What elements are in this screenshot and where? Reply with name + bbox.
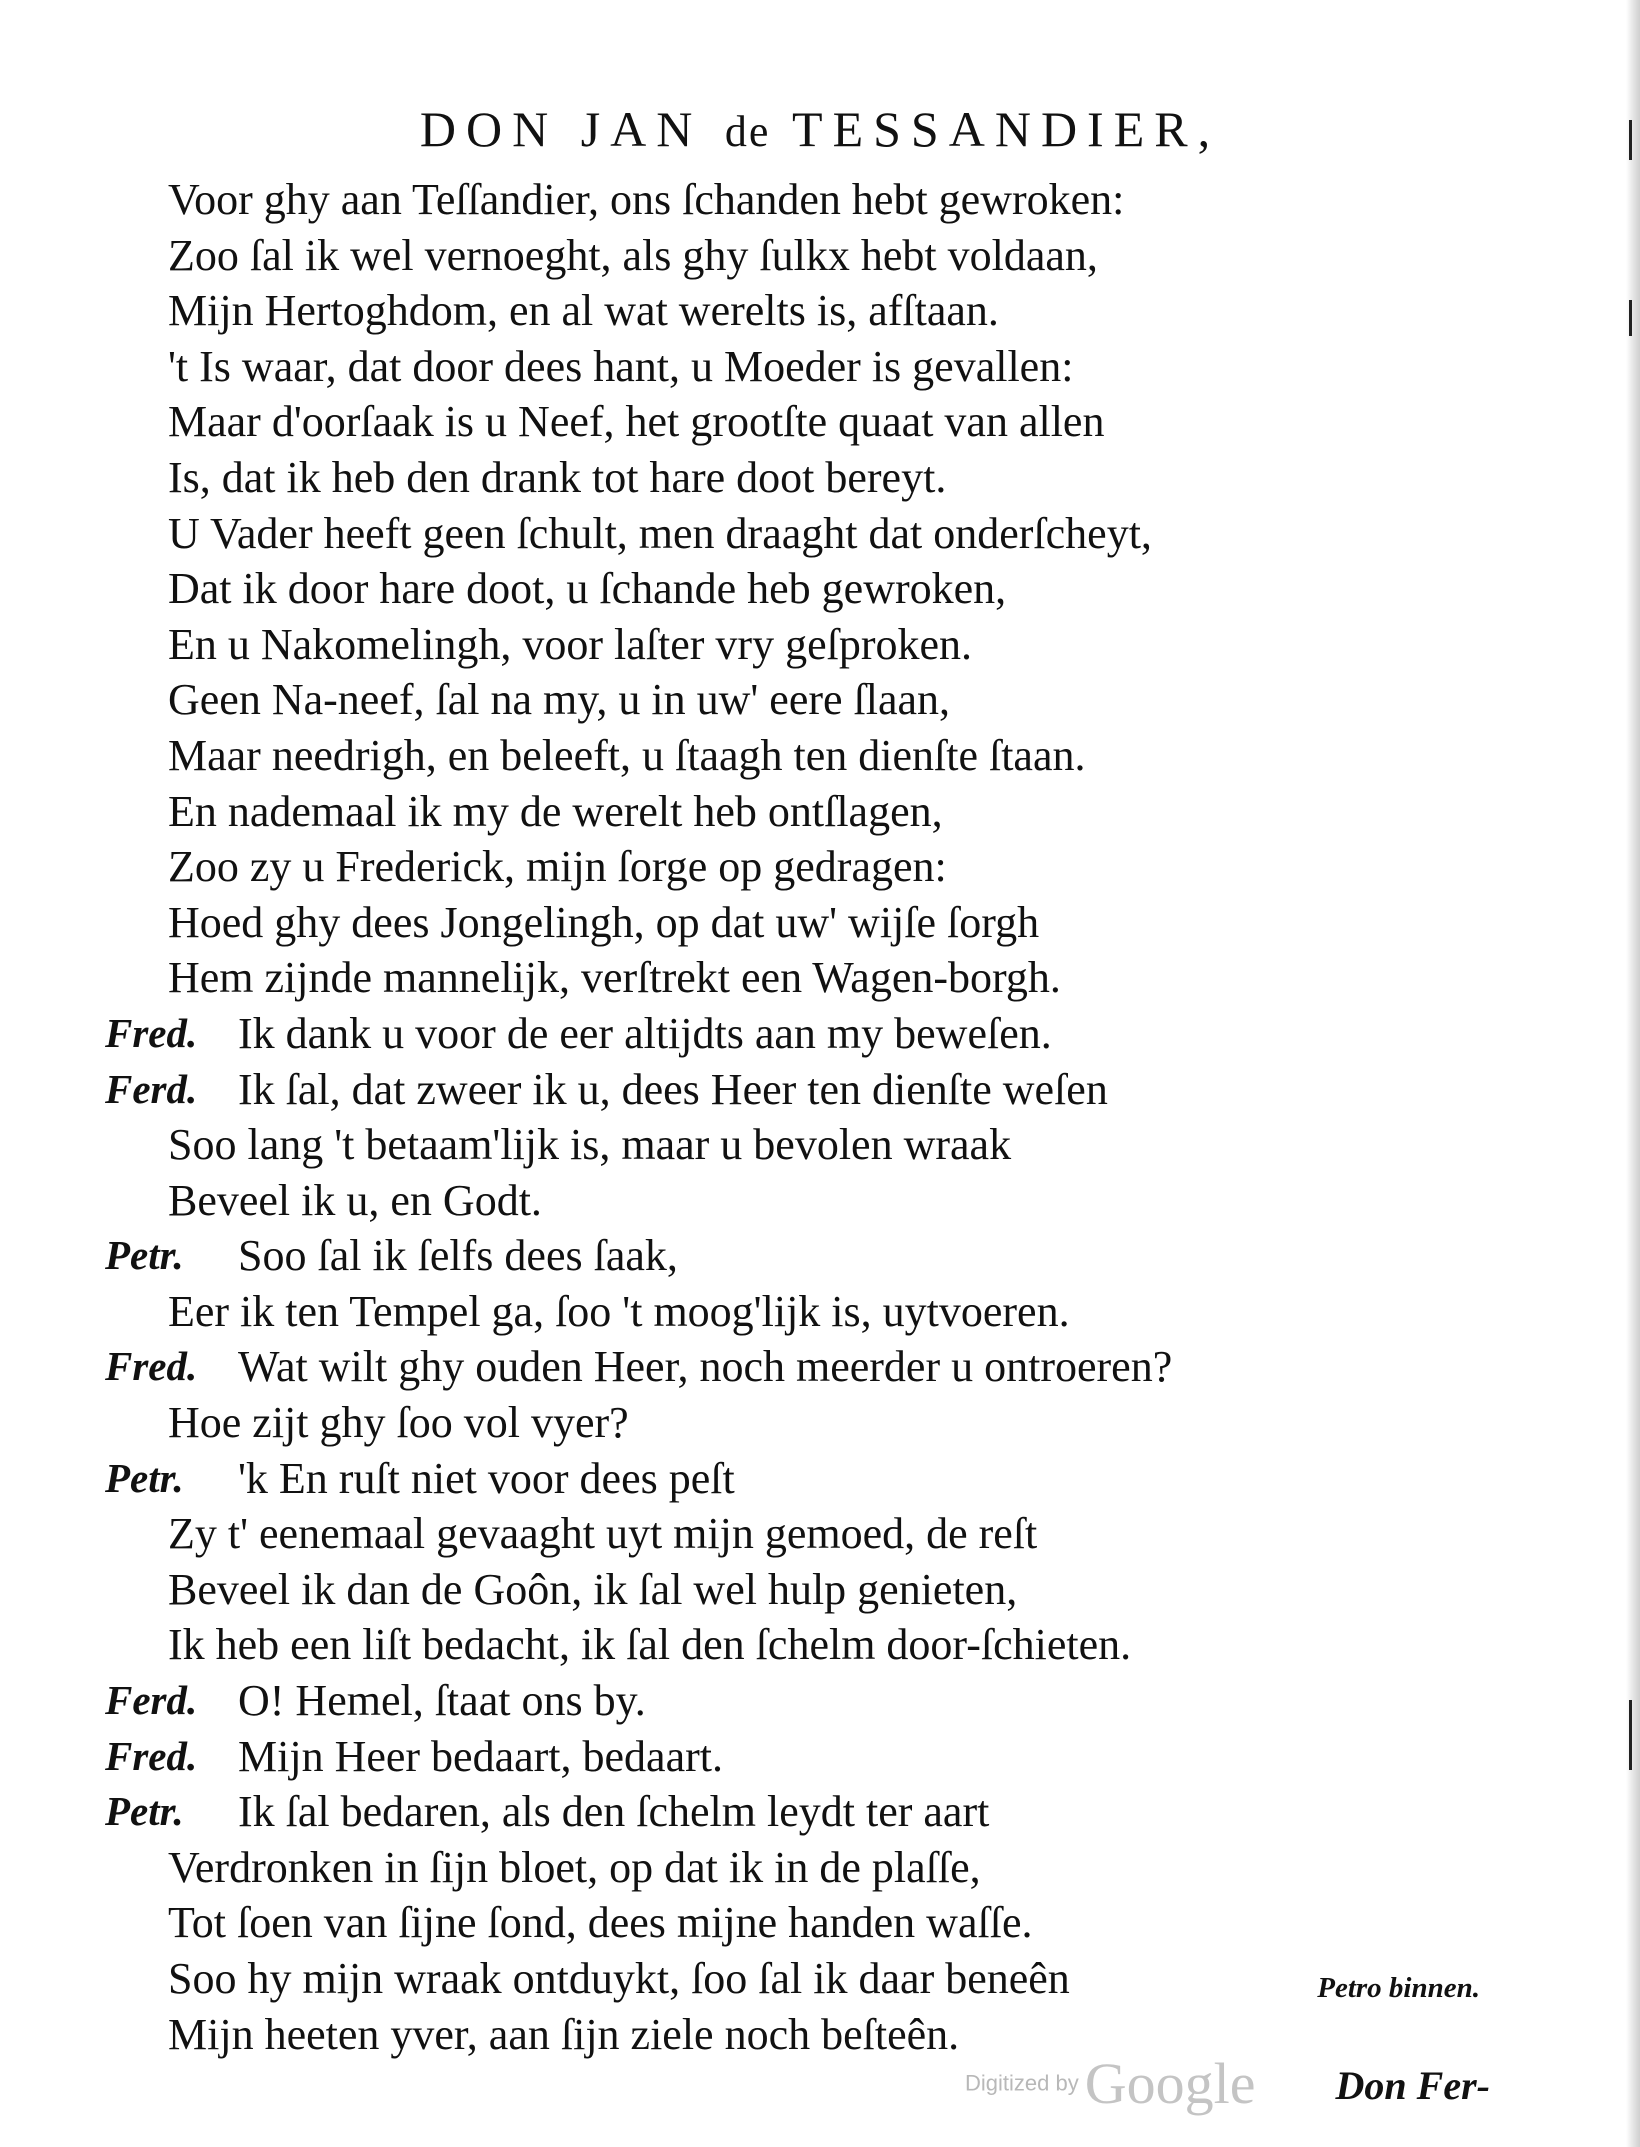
verse-text: Mijn Hertoghdom, en al wat werelts is, afſtaan. (168, 286, 999, 336)
verse-text: 't Is waar, dat door dees hant, u Moeder is gevallen: (168, 341, 1074, 391)
verse-text: Verdronken in ſijn bloet, op dat ik in de plaſſe, (168, 1842, 981, 1892)
verse-text: 'k En ruſt niet voor dees peſt (238, 1453, 735, 1503)
verse-line (100, 450, 1500, 506)
running-head-name: DON JAN (419, 101, 703, 157)
digitized-watermark (965, 2050, 1255, 2117)
verse-line (100, 283, 1500, 339)
verse-text: Tot ſoen van ſijne ſond, dees mijne handen waſſe. (168, 1898, 1033, 1948)
verse-line (100, 2007, 1500, 2063)
verse-line (100, 1339, 1500, 1395)
verse-text: Voor ghy aan Teſſandier, ons ſchanden hebt gewroken: (168, 175, 1125, 224)
verse-text: Ik dank u voor de eer altijdts aan my beweſen. (238, 1008, 1052, 1058)
verse-text: Soo ſal ik ſelfs dees ſaak, (238, 1231, 678, 1281)
verse-line (100, 1395, 1500, 1451)
verse-line (100, 561, 1500, 617)
verse-line (100, 895, 1500, 951)
verse-text: Hoed ghy dees Jongelingh, op dat uw' wijſe ſorgh (168, 897, 1040, 947)
verse-line (100, 1895, 1500, 1951)
running-head-surname: TESSANDIER, (792, 101, 1221, 157)
verse-text: Hoe zijt ghy ſoo vol vyer? (168, 1398, 629, 1448)
verse-text: Zy t' eenemaal gevaaght uyt mijn gemoed, de reſt (168, 1509, 1038, 1559)
verse-line (100, 1117, 1500, 1173)
running-head (0, 100, 1640, 158)
edge-mark (1629, 1700, 1632, 1770)
running-head-particle: de (724, 107, 771, 156)
verse-line (100, 1506, 1500, 1562)
speaker-label: Petr. (105, 1454, 184, 1501)
verse-text: Mijn Heer bedaart, bedaart. (238, 1731, 723, 1781)
verse-text: Zoo ſal ik wel vernoeght, als ghy ſulkx hebt voldaan, (168, 230, 1098, 280)
verse-line (100, 728, 1500, 784)
verse-text: Ik ſal, dat zweer ik u, dees Heer ten dienſte weſen (238, 1064, 1108, 1114)
verse-text: Ik ſal bedaren, als den ſchelm leydt ter aart (238, 1787, 990, 1837)
verse-line (100, 506, 1500, 562)
verse-text: O! Hemel, ſtaat ons by. (238, 1676, 646, 1726)
verse-text: Wat wilt ghy ouden Heer, noch meerder u ontroeren? (238, 1342, 1173, 1392)
speaker-label: Petr. (105, 1232, 184, 1279)
verse-text: Zoo zy u Frederick, mijn ſorge op gedragen: (168, 842, 947, 892)
verse-line (100, 1284, 1500, 1340)
speaker-label: Ferd. (105, 1677, 198, 1724)
edge-mark (1629, 120, 1632, 160)
verse-text: Geen Na-neef, ſal na my, u in uw' eere ſlaan, (168, 675, 951, 725)
edge-mark (1629, 300, 1632, 336)
speaker-label: Petr. (105, 1788, 184, 1835)
verse-line (100, 1062, 1500, 1118)
verse-line (100, 1228, 1500, 1284)
verse-text: Mijn heeten yver, aan ſijn ziele noch beſteên. (168, 2009, 960, 2059)
watermark-brand-logo: Google (1084, 2051, 1256, 2116)
verse-line (100, 228, 1500, 284)
verse-line (100, 1673, 1500, 1729)
verse-line (100, 172, 1500, 228)
verse-line (100, 672, 1500, 728)
verse-text: Maar needrigh, en beleeft, u ſtaagh ten dienſte ſtaan. (168, 730, 1086, 780)
verse-text: Soo hy mijn wraak ontduykt, ſoo ſal ik daar beneên (168, 1954, 1070, 2003)
verse-line (100, 617, 1500, 673)
verse-text: Beveel ik u, en Godt. (168, 1175, 542, 1225)
catchword: Don Fer- (1335, 2063, 1490, 2108)
stage-direction: Petro binnen. (1317, 1972, 1480, 2004)
speaker-label: Fred. (105, 1009, 198, 1056)
verse-line (100, 1784, 1500, 1840)
verse-line (100, 950, 1500, 1006)
watermark-prefix: Digitized by (965, 2070, 1079, 2096)
verse-line (100, 1951, 1500, 2007)
verse-text: Soo lang 't betaam'lijk is, maar u bevolen wraak (168, 1120, 1012, 1170)
verse-text: En nademaal ik my de werelt heb ontſlagen, (168, 786, 943, 836)
verse-line (100, 1173, 1500, 1229)
verse-line (100, 394, 1500, 450)
verse-text: Is, dat ik heb den drank tot hare doot bereyt. (168, 452, 947, 502)
verse-line (100, 839, 1500, 895)
verse-line (100, 1617, 1500, 1673)
verse-text: U Vader heeft geen ſchult, men draaght dat onderſcheyt, (168, 508, 1152, 558)
verse-line (100, 1451, 1500, 1507)
verse-text: Beveel ik dan de Goôn, ik ſal wel hulp genieten, (168, 1564, 1018, 1614)
verse-text: Dat ik door hare doot, u ſchande heb gewroken, (168, 564, 1007, 614)
verse-body (100, 172, 1500, 2062)
verse-text: Ik heb een liſt bedacht, ik ſal den ſchelm door-ſchieten. (168, 1620, 1132, 1670)
verse-line (100, 1729, 1500, 1785)
verse-line (100, 1006, 1500, 1062)
verse-text: Hem zijnde mannelijk, verſtrekt een Wagen-borgh. (168, 953, 1061, 1003)
speaker-label: Fred. (105, 1732, 198, 1779)
verse-line (100, 1840, 1500, 1896)
speaker-label: Ferd. (105, 1065, 198, 1112)
verse-text: En u Nakomelingh, voor laſter vry geſproken. (168, 619, 973, 669)
verse-text: Eer ik ten Tempel ga, ſoo 't moog'lijk is, uytvoeren. (168, 1286, 1070, 1336)
verse-line (100, 339, 1500, 395)
verse-line (100, 1562, 1500, 1618)
verse-text: Maar d'oorſaak is u Neef, het grootſte quaat van allen (168, 397, 1105, 447)
verse-line (100, 784, 1500, 840)
speaker-label: Fred. (105, 1343, 198, 1390)
